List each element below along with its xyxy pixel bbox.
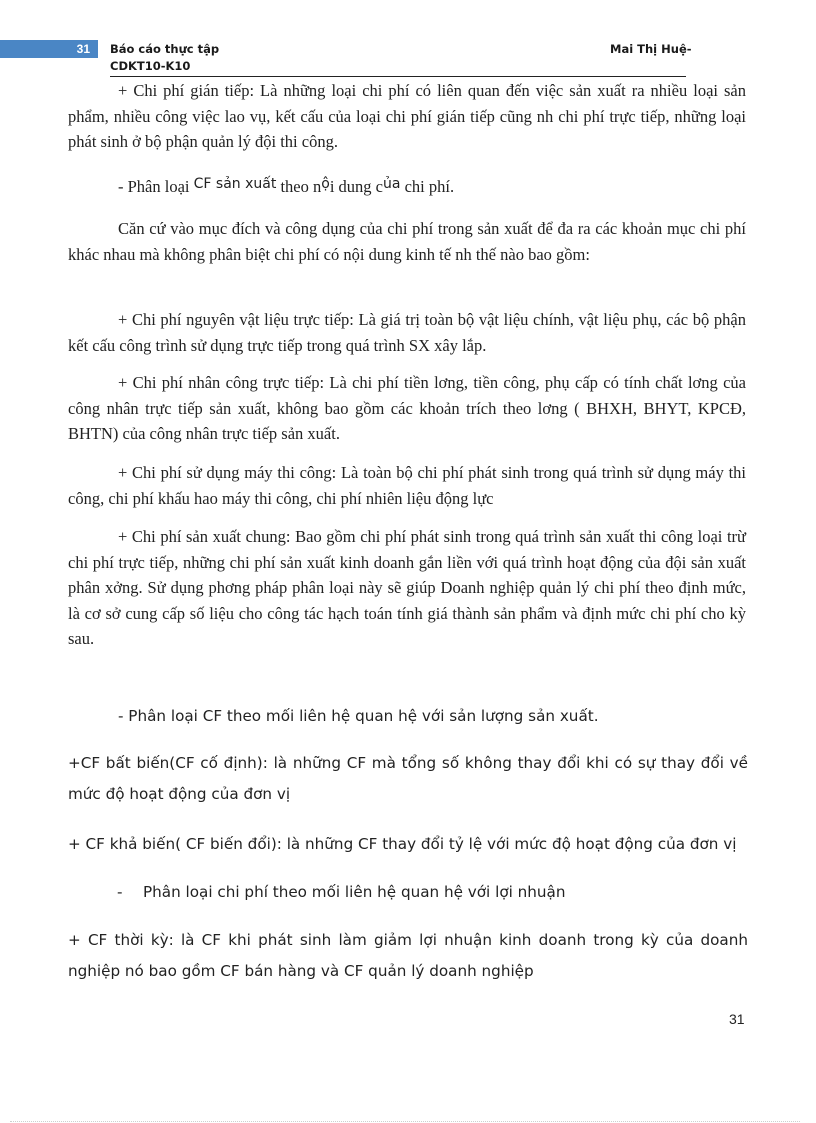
paragraph-period-costs: + CF thời kỳ: là CF khi phát sinh làm giảm lợi nhuận kinh doanh trong kỳ của doanh nghiệp nó bao gồm CF bán hàng và CF quản lý doanh nghiệp [68,931,748,980]
paragraph-classification-output: - Phân loại CF theo mối liên hệ quan hệ với sản lượng sản xuất. [118,707,599,725]
text-segment-sup: ủa [383,176,401,192]
text-segment-sup: CF sản xuất [193,176,277,192]
text-segment-sup: ộ [321,176,330,192]
paragraph-overhead-costs: + Chi phí sản xuất chung: Bao gồm chi phí phát sinh trong quá trình sản xuất thi công loại trừ chi phí trực tiếp, những chi phí sản xuất kinh doanh gắn liền với quá trình hoạt động của đội sản xuất phân xởng. Sử dụng phơng pháp phân loại này sẽ giúp Doanh nghiệp quản lý chi phí theo định mức, là cơ sở cung cấp số liệu cho công tác hạch toán tính giá thành sản phẩm và định mức chi phí cho kỳ sau. [68,527,746,648]
footer-page-number: 31 [729,1011,745,1027]
list-item-text: Phân loại chi phí theo mối liên hệ quan hệ với lợi nhuận [143,883,566,901]
header-divider [110,76,686,77]
paragraph-fixed-costs: +CF bất biến(CF cố định): là những CF mà tổng số không thay đổi khi có sự thay đổi về mức độ hoạt động của đơn vị [68,754,748,803]
header-author: Mai Thị Huệ- [610,42,692,56]
header-subtitle: CDKT10-K10 [110,59,191,73]
text-segment: i dung c [329,177,383,196]
paragraph-variable-costs: + CF khả biến( CF biến đổi): là những CF thay đổi tỷ lệ với mức độ hoạt động của đơn vị [68,835,737,853]
paragraph-machine-costs: + Chi phí sử dụng máy thi công: Là toàn bộ chi phí phát sinh trong quá trình sử dụng máy thi công, chi phí khấu hao máy thi công, chi phí nhiên liệu động lực [68,463,746,508]
text-segment: chi phí. [400,177,455,196]
paragraph-direct-labor: + Chi phí nhân công trực tiếp: Là chi phí tiền lơng, tiền công, phụ cấp có tính chất lơng của công nhân trực tiếp sản xuất, không bao gồm các khoản trích theo lơng ( BHXH, BHYT, KPCĐ, BHTN) của công nhân trực tiếp sản xuất. [68,373,746,443]
paragraph-purpose-basis: Căn cứ vào mục đích và công dụng của chi phí trong sản xuất để đa ra các khoản mục chi phí khác nhau mà không phân biệt chi phí có nội dung kinh tế nh thế nào bao gồm: [68,219,746,264]
text-segment: theo n [276,177,322,196]
page-bottom-border [10,1121,800,1122]
text-segment: - Phân loại [118,177,194,196]
paragraph-direct-materials: + Chi phí nguyên vật liệu trực tiếp: Là giá trị toàn bộ vật liệu chính, vật liệu phụ, các bộ phận kết cấu công trình sử dụng trực tiếp trong quá trình SX xây lắp. [68,310,746,355]
header-page-number: 31 [76,42,90,56]
header-title: Báo cáo thực tập [110,42,220,56]
list-item-profit-classification [117,882,565,902]
dash-bullet: - [117,883,123,901]
paragraph-classification-content [118,174,718,202]
paragraph-indirect-costs: + Chi phí gián tiếp: Là những loại chi phí có liên quan đến việc sản xuất ra nhiều loại sản phẩm, nhiều công việc lao vụ, kết cấu của loại chi phí gián tiếp cũng nh chi phí trực tiếp, những loại phát sinh ở bộ phận quản lý đội thi công. [68,81,746,151]
